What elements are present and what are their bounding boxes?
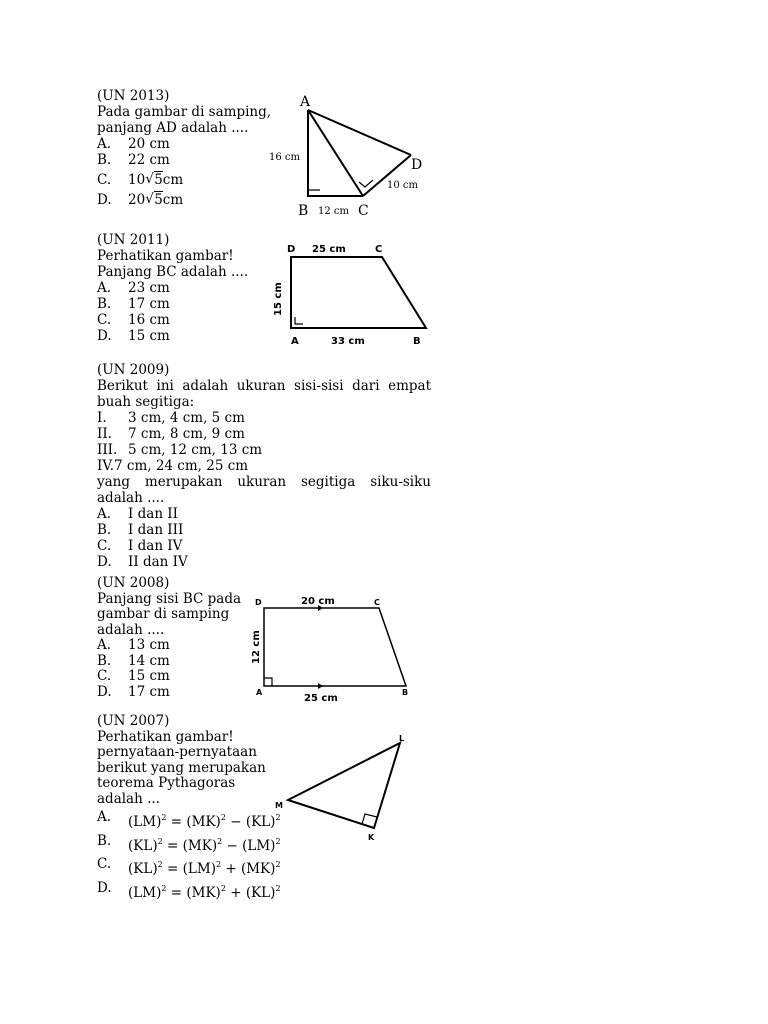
vertex-l-label: L <box>399 734 405 743</box>
option-d: D. 20 √ 5 cm <box>97 192 271 208</box>
side-ad-label: 12 cm <box>251 630 262 664</box>
question-text: Panjang BC adalah .... <box>97 264 249 280</box>
question-text: pernyataan-pernyataan <box>97 744 257 760</box>
question-text: Perhatikan gambar! <box>97 248 234 264</box>
option-b: B. 17 cm <box>97 296 170 312</box>
question-text: panjang AD adalah .... <box>97 120 249 136</box>
option-a: A. 23 cm <box>97 280 170 296</box>
square-root: √ 5 <box>145 192 163 208</box>
side-ab-label: 16 cm <box>269 152 300 163</box>
side-dc-label: 25 cm <box>312 244 346 255</box>
question-text: gambar di samping <box>97 606 230 622</box>
question-un-2007 <box>97 714 281 901</box>
vertex-c-label: C <box>374 598 380 607</box>
option-a: A. (LM)$^2$ = (MK)$^2$ − (KL)$^2$ <box>97 809 281 830</box>
question-text: yang merupakan ukuran segitiga siku-siku <box>97 474 431 490</box>
vertex-b-label: B <box>413 336 421 347</box>
option-d: D. 17 cm <box>97 683 170 700</box>
question-source: (UN 2013) <box>97 88 170 104</box>
question-source: (UN 2009) <box>97 362 170 378</box>
option-a: A. I dan II <box>97 506 178 522</box>
option-c: C. I dan IV <box>97 538 183 554</box>
figure-trapezoid-un-2008 <box>246 592 416 704</box>
side-cd-label: 10 cm <box>387 180 418 191</box>
side-ad-label: 15 cm <box>273 282 284 316</box>
option-d: D. (LM)$^2$ = (MK)$^2$ + (KL)$^2$ <box>97 879 281 901</box>
question-un-2008 <box>97 576 241 700</box>
vertex-m-label: M <box>275 801 283 810</box>
statement-4: IV. 7 cm, 24 cm, 25 cm <box>97 458 249 474</box>
vertex-d-label: D <box>255 598 262 607</box>
question-un-2009 <box>97 362 431 570</box>
vertex-a-label: A <box>256 688 263 697</box>
option-a: A. 13 cm <box>97 637 170 653</box>
figure-trapezoid-un-2011 <box>265 238 440 350</box>
option-b: B. I dan III <box>97 522 184 538</box>
vertex-c-label: C <box>358 203 369 219</box>
question-text: Panjang sisi BC pada <box>97 590 242 607</box>
side-dc-label: 20 cm <box>301 596 335 607</box>
statement-2: II. 7 cm, 8 cm, 9 cm <box>97 426 245 442</box>
question-text: Perhatikan gambar! <box>97 728 234 745</box>
question-text: berikut yang merupakan <box>97 759 266 776</box>
option-d: D. II dan IV <box>97 554 188 570</box>
side-ab-label: 33 cm <box>331 336 365 347</box>
option-b: B. 22 cm <box>97 152 170 168</box>
figure-triangles-abcd <box>265 90 435 220</box>
question-text: Pada gambar di samping, <box>97 104 272 120</box>
figure-right-triangle-klm <box>268 730 418 845</box>
vertex-a-label: A <box>300 94 311 110</box>
question-text: Berikut ini adalah ukuran sisi-sisi dari empat <box>97 378 431 394</box>
question-source: (UN 2008) <box>97 575 170 591</box>
option-d: D. 15 cm <box>97 328 170 344</box>
statement-3: III. 5 cm, 12 cm, 13 cm <box>97 442 263 458</box>
question-source: (UN 2011) <box>97 232 170 248</box>
statement-1: I. 3 cm, 4 cm, 5 cm <box>97 410 245 426</box>
question-text: teorema Pythagoras <box>97 775 236 791</box>
question-source: (UN 2007) <box>97 713 170 729</box>
vertex-c-label: C <box>375 244 383 255</box>
question-text: buah segitiga: <box>97 394 195 410</box>
option-b: B. (KL)$^2$ = (MK)$^2$ − (LM)$^2$ <box>97 832 281 854</box>
option-c: C. 15 cm <box>97 668 170 684</box>
question-text: adalah ... <box>97 790 160 807</box>
vertex-d-label: D <box>287 244 296 255</box>
side-ab-label: 25 cm <box>304 693 338 704</box>
question-text: adalah .... <box>97 490 165 506</box>
option-a: A. 20 cm <box>97 136 170 152</box>
question-un-2011 <box>97 232 248 344</box>
vertex-b-label: B <box>402 688 409 697</box>
question-un-2013 <box>97 88 271 208</box>
vertex-b-label: B <box>298 203 309 219</box>
side-bc-label: 12 cm <box>318 206 349 217</box>
vertex-k-label: K <box>368 833 375 842</box>
vertex-a-label: A <box>291 336 299 347</box>
option-c: C. 16 cm <box>97 312 170 328</box>
option-c: C. 10 √ 5 cm <box>97 172 271 188</box>
option-c: C. (KL)$^2$ = (LM)$^2$ + (MK)$^2$ <box>97 856 281 877</box>
option-b: B. 14 cm <box>97 652 170 669</box>
question-text: adalah .... <box>97 621 165 638</box>
square-root: √ 5 <box>145 172 163 188</box>
vertex-d-label: D <box>411 157 423 173</box>
